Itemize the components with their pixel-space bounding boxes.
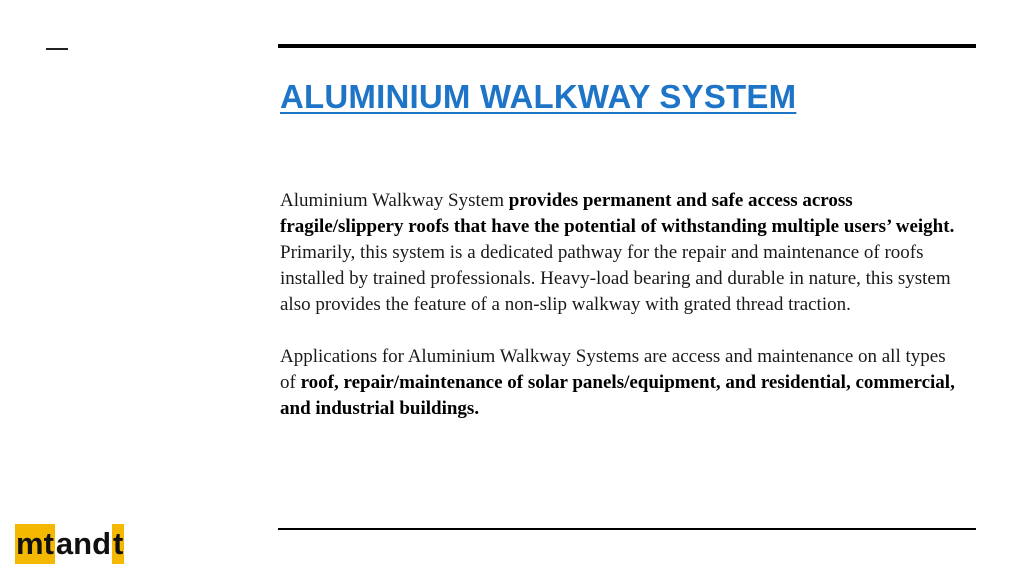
- bottom-divider: [278, 528, 976, 530]
- paragraph2-intro: Applications for Aluminium Walkway Systems are access and maintenance on all types of: [280, 346, 946, 393]
- slide-title: ALUMINIUM WALKWAY SYSTEM: [280, 78, 797, 115]
- paragraph1-rest: Primarily, this system is a dedicated pathway for the repair and maintenance of roofs installed by trained professionals. Heavy-load bearing and durable in nature, this system also provides the feature of a non-slip walkway with grated thread traction.: [280, 242, 951, 315]
- slide-dash-mark: [46, 48, 68, 50]
- logo-part-t: t: [112, 524, 124, 564]
- paragraph-description: [280, 188, 960, 318]
- slide-body: [280, 188, 960, 448]
- top-divider: [278, 44, 976, 48]
- paragraph-applications: [280, 344, 960, 422]
- logo-part-mt: mt: [15, 524, 55, 564]
- paragraph2-bold: roof, repair/maintenance of solar panels/equipment, and residential, commercial, and industrial buildings.: [280, 372, 955, 419]
- mtandt-logo: [15, 524, 124, 564]
- logo-part-and: and: [55, 524, 112, 564]
- paragraph1-bold: provides permanent and safe access across fragile/slippery roofs that have the potential of withstanding multiple users’ weight.: [280, 190, 955, 237]
- paragraph1-intro: Aluminium Walkway System: [280, 190, 509, 211]
